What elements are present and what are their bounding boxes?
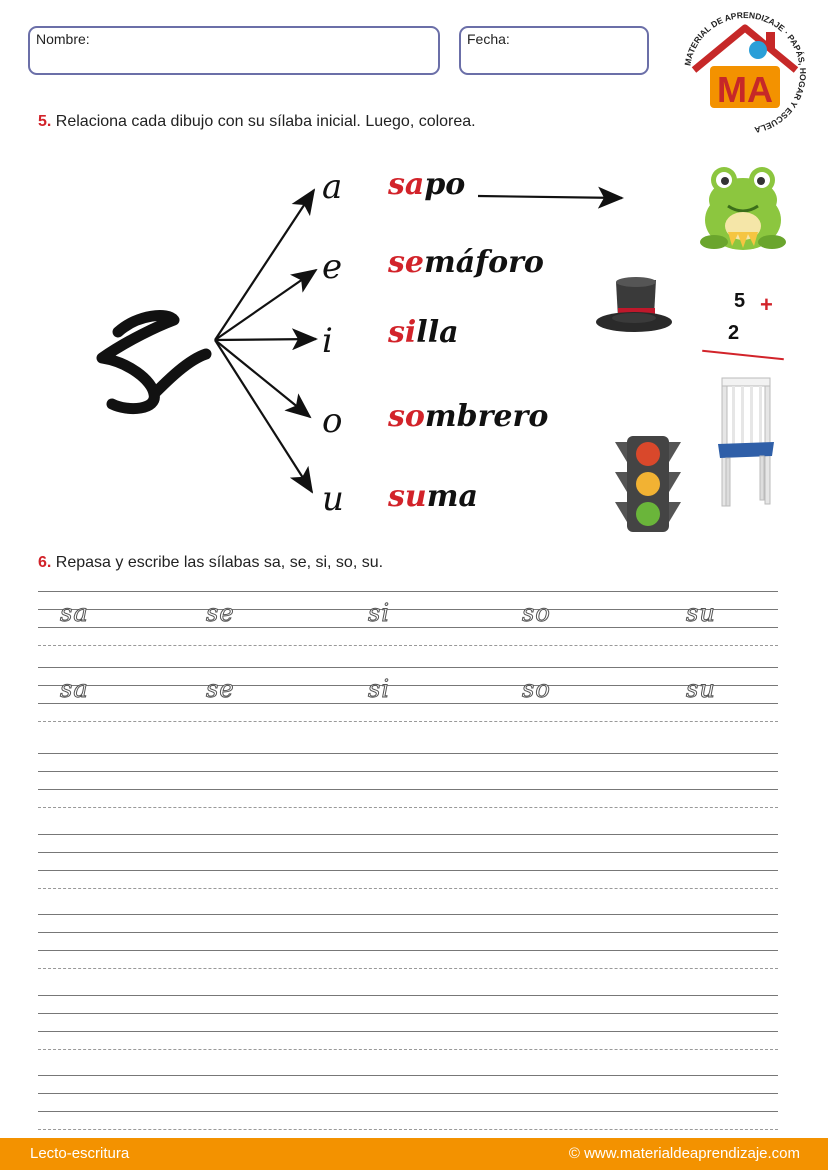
traced-syllable: si [368,599,390,627]
traced-syllable: si [368,675,390,703]
traced-syllable: su [686,599,716,627]
ruled-line [38,685,778,686]
traffic-light-image[interactable] [613,434,683,534]
vowel-i: i [322,321,333,361]
ruled-line [38,852,778,853]
ruled-line [38,753,778,754]
exercise-6-number: 6. [38,554,52,571]
name-label: Nombre: [36,31,90,47]
sum-operator: + [760,292,773,317]
word-sapo [388,167,466,202]
traced-syllable: se [206,675,235,703]
ruled-line [38,703,778,704]
ruled-line [38,1013,778,1014]
ruled-line [38,932,778,933]
ruled-line [38,645,778,646]
ruled-line [38,834,778,835]
ruled-line [38,721,778,722]
word-rest: lla [416,315,459,350]
syllable: se [388,245,424,280]
traced-syllable: so [522,599,551,627]
exercise-6-instruction [38,554,383,572]
traced-syllable: so [522,675,551,703]
word-rest: máforo [423,245,544,280]
syllable: so [388,399,425,434]
date-label: Fecha: [467,31,510,47]
ruled-line [38,950,778,951]
name-field[interactable] [28,26,440,75]
ruled-line [38,870,778,871]
ruled-line [38,807,778,808]
vowel-o: o [322,401,343,441]
word-rest: po [424,167,466,202]
footer-subject: Lecto-escritura [30,1145,130,1162]
ruled-line [38,627,778,628]
word-rest: ma [426,479,478,514]
sum-bottom: 2 [728,322,740,344]
exercise-5-number: 5. [38,113,52,130]
ruled-line [38,1031,778,1032]
word-suma [388,479,478,514]
exercise-6-text: Repasa y escribe las sílabas sa, se, si, so, su. [55,554,384,571]
vowel-e: e [322,247,343,287]
svg-text:MATERIAL DE APRENDIZAJE · PAPÁ: MATERIAL DE APRENDIZAJE · PAPÁS, HOGAR Y ESCUELA [682,9,809,136]
svg-text:MA: MA [717,69,773,110]
date-field[interactable] [459,26,649,75]
traced-syllable: su [686,675,716,703]
sum-image[interactable] [700,288,790,368]
footer-website-link[interactable]: © www.materialdeaprendizaje.com [568,1145,800,1162]
ruled-line [38,789,778,790]
word-rest: mbrero [424,399,549,434]
traced-syllable: se [206,599,235,627]
frog-image[interactable] [698,162,788,254]
brand-logo [680,8,810,138]
ruled-line [38,995,778,996]
ruled-line [38,1129,778,1130]
word-silla [388,315,459,350]
footer-bar [0,1138,828,1170]
ruled-line [38,1093,778,1094]
top-hat-image[interactable] [596,276,674,338]
vowel-u: u [322,479,344,519]
exercise-5-text: Relaciona cada dibujo con su sílaba inicial. Luego, colorea. [55,113,476,130]
word-semaforo [388,245,544,280]
ruled-line [38,609,778,610]
ruled-line [38,1049,778,1050]
traced-syllable: sa [60,675,89,703]
ruled-line [38,771,778,772]
sum-line [702,350,784,361]
vowel-a: a [322,167,343,207]
ruled-line [38,1111,778,1112]
ruled-line [38,888,778,889]
ruled-line [38,667,778,668]
ruled-line [38,1075,778,1076]
ruled-line [38,914,778,915]
ruled-line [38,591,778,592]
traced-syllable: sa [60,599,89,627]
sum-top: 5 [734,290,746,312]
syllable: su [388,479,427,514]
exercise-5-instruction [38,113,476,131]
chair-image[interactable] [716,376,776,508]
big-letter-s [88,300,218,420]
word-sombrero [388,399,549,434]
syllable: si [388,315,417,350]
ruled-line [38,968,778,969]
syllable: sa [388,167,425,202]
